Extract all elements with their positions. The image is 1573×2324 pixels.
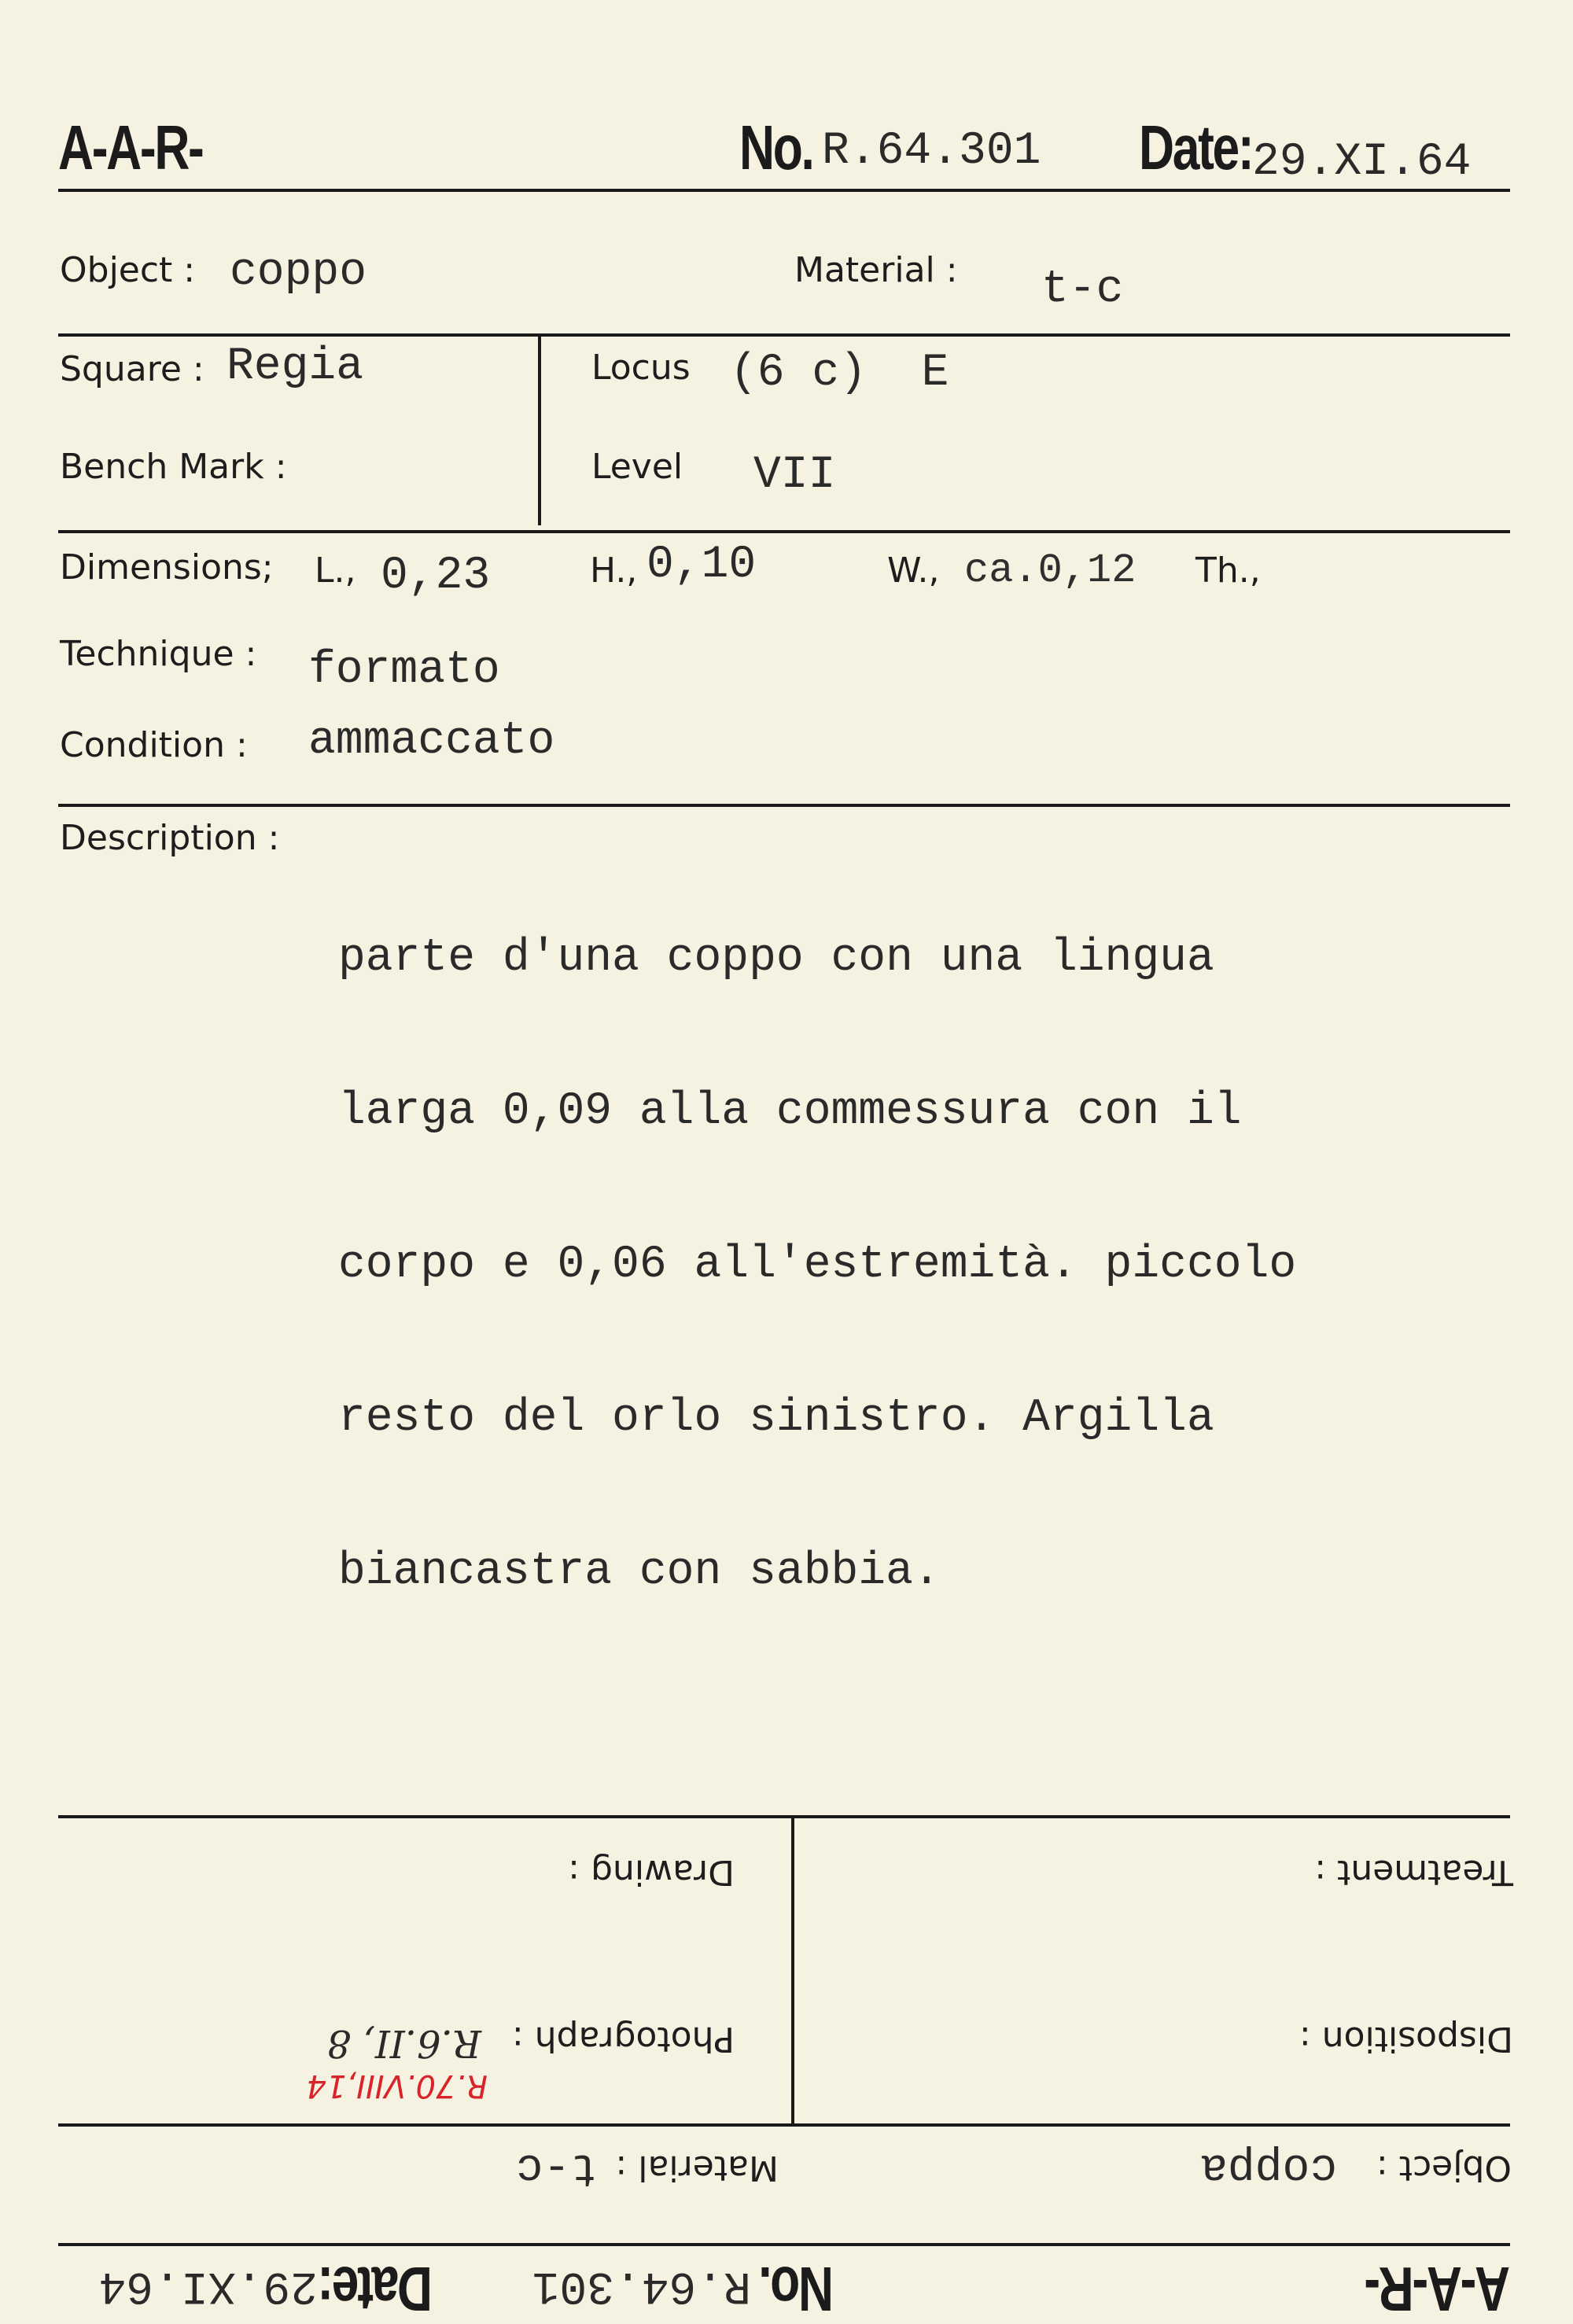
object-value: coppo	[230, 247, 367, 298]
description-line: parte d'una coppo con una lingua	[338, 933, 1214, 984]
width-label: W.,	[887, 551, 940, 591]
bottom-object-value: coppa	[1199, 2142, 1337, 2193]
treatment-label: Treatment :	[1314, 1852, 1513, 1892]
level-label: Level	[591, 447, 683, 487]
dimensions-label: Dimensions;	[60, 547, 274, 587]
number-value: R.64.301	[822, 126, 1041, 177]
description-text	[338, 831, 1296, 1700]
rule-condition	[58, 804, 1510, 807]
square-value: Regia	[227, 341, 364, 392]
technique-value: formato	[308, 645, 500, 696]
date-label: Date:	[1139, 112, 1253, 182]
height-label: H.,	[590, 551, 638, 591]
bottom-number-value: R.64.301	[532, 2260, 751, 2311]
rule-header	[58, 189, 1510, 192]
disposition-label: Disposition :	[1299, 2019, 1513, 2059]
inverted-section	[0, 1612, 1573, 2324]
drawing-label: Drawing :	[568, 1852, 735, 1892]
org-code: A-A-R-	[58, 112, 203, 182]
bottom-material-label: Material :	[615, 2148, 779, 2188]
bottom-object-label: Object :	[1376, 2148, 1512, 2188]
level-value: VII	[753, 450, 836, 501]
condition-label: Condition :	[60, 725, 248, 765]
technique-label: Technique :	[60, 634, 257, 674]
length-value: 0,23	[381, 551, 491, 602]
object-label: Object :	[60, 250, 196, 290]
bottom-number-label: No.	[760, 2254, 834, 2324]
bench-mark-label: Bench Mark :	[60, 447, 287, 487]
bottom-date-label: Date:	[319, 2254, 433, 2324]
divider-square-locus	[538, 337, 541, 525]
photograph-value: R.6.II, 8	[326, 2021, 481, 2065]
bottom-divider	[791, 1818, 794, 2127]
bottom-rule-object	[58, 2123, 1510, 2127]
photograph-red-note: R.70.VIII,14	[306, 2068, 488, 2104]
condition-value: ammaccato	[308, 716, 555, 767]
bottom-date-value: 29.XI.64	[98, 2260, 318, 2311]
bottom-material-value: t-c	[515, 2142, 598, 2193]
square-label: Square :	[60, 349, 204, 389]
thickness-label: Th.,	[1195, 551, 1261, 591]
bottom-org-code: A-A-R-	[1365, 2254, 1510, 2324]
number-label: No.	[739, 112, 813, 182]
material-value: t-c	[1041, 264, 1124, 315]
width-value: ca.0,12	[964, 547, 1136, 594]
bottom-rule-header	[58, 2243, 1510, 2246]
description-line: biancastra con sabbia.	[338, 1546, 941, 1597]
length-label: L.,	[315, 551, 356, 591]
rule-object	[58, 333, 1510, 337]
material-label: Material :	[794, 250, 958, 290]
description-line: larga 0,09 alla commessura con il	[338, 1086, 1242, 1137]
locus-label: Locus	[591, 348, 691, 388]
description-label: Description :	[60, 818, 280, 858]
description-line: resto del orlo sinistro. Argilla	[338, 1393, 1214, 1444]
bottom-rule-treatment	[58, 1815, 1510, 1818]
date-value: 29.XI.64	[1252, 137, 1472, 188]
description-line: corpo e 0,06 all'estremità. piccolo	[338, 1239, 1297, 1291]
locus-value: (6 c) E	[730, 348, 949, 399]
height-value: 0,10	[647, 540, 757, 591]
photograph-label: Photograph :	[511, 2019, 735, 2059]
rule-locus	[58, 530, 1510, 533]
